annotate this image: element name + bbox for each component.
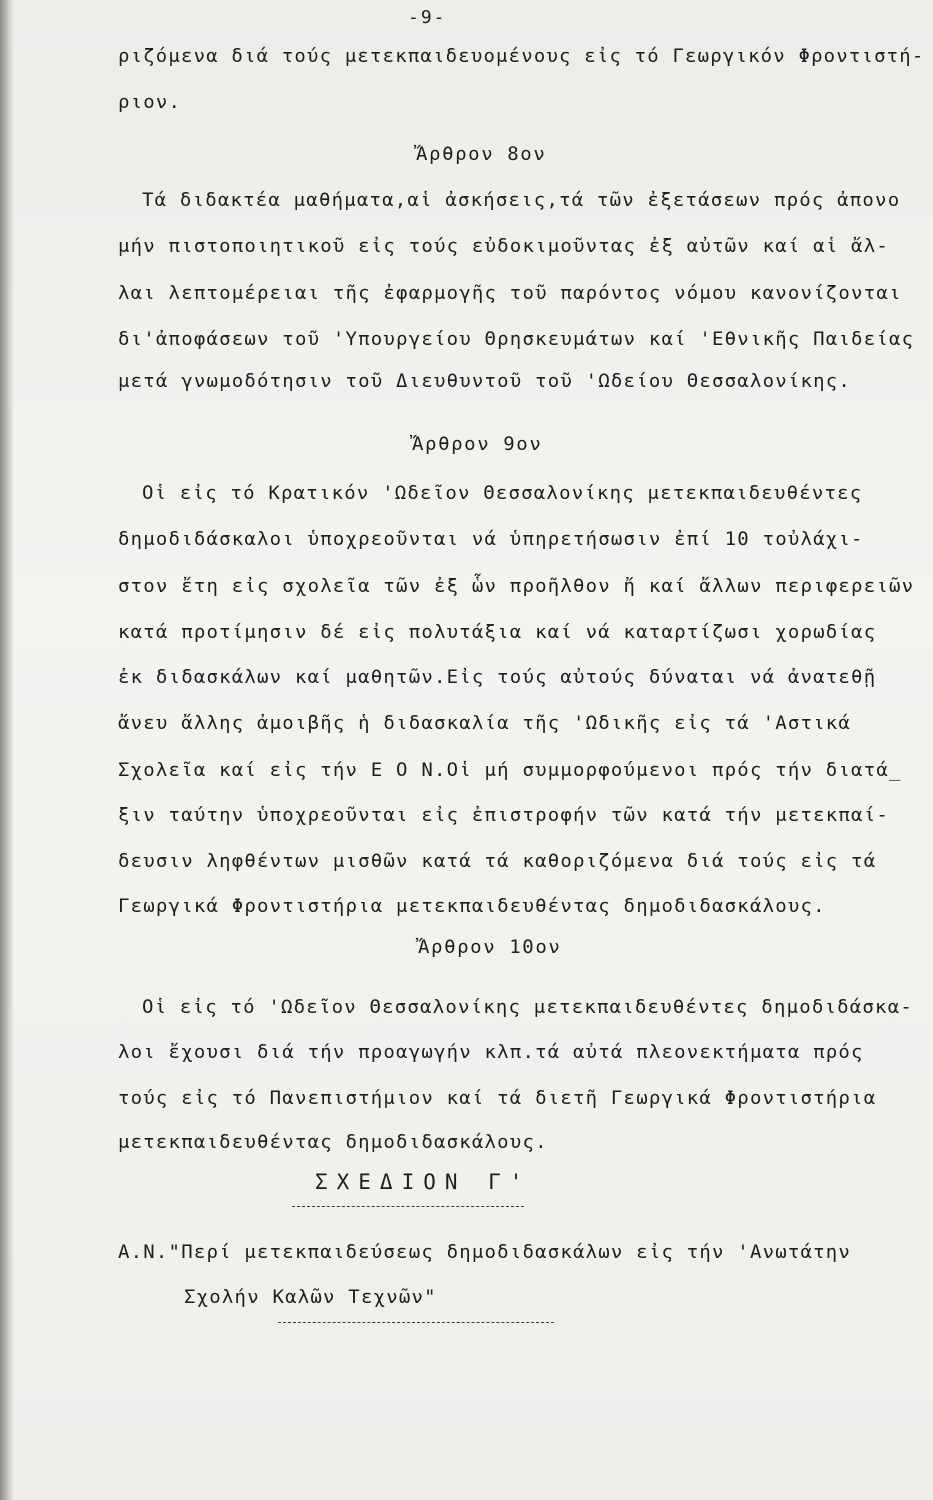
text-line: δευσιν ληφθέντων μισθῶν κατά τά καθοριζόμενα διά τούς εἰς τά: [118, 850, 877, 872]
schedule-title: ΣΧΕΔΙΟΝ Γ': [315, 1170, 532, 1194]
title-underline: [292, 1206, 524, 1207]
text-line: μετεκπαιδευθέντας δημοδιδασκάλους.: [118, 1131, 548, 1153]
text-line: ἄνευ ἄλλης ἀμοιβῆς ἡ διδασκαλία τῆς 'Ωδικῆς εἰς τά 'Αστικά: [118, 712, 852, 734]
text-line: μετά γνωμοδότησιν τοῦ Διευθυντοῦ τοῦ 'Ωδείου Θεσσαλονίκης.: [118, 370, 852, 392]
article-heading: Ἄρθρον 8ον: [416, 143, 547, 165]
text-line: Οἱ εἰς τό 'Ωδεῖον Θεσσαλονίκης μετεκπαιδευθέντες δημοδιδάσκα-: [142, 996, 913, 1018]
text-line: στον ἔτη εἰς σχολεῖα τῶν ἐξ ὧν προῆλθον ἤ καί ἄλλων περιφερειῶν: [118, 575, 915, 597]
text-line: μήν πιστοποιητικοῦ εἰς τούς εὐδοκιμοῦντας ἐξ αὐτῶν καί αἱ ἄλ-: [118, 235, 889, 257]
law-title-line: Σχολήν Καλῶν Τεχνῶν": [184, 1286, 437, 1308]
text-line: λαι λεπτομέρειαι τῆς ἐφαρμογῆς τοῦ παρόντος νόμου κανονίζονται: [118, 282, 902, 304]
article-heading: Ἄρθρον 9ον: [412, 433, 543, 455]
page-number: -9-: [408, 7, 447, 28]
text-line: Οἱ εἰς τό Κρατικόν 'Ωδεῖον Θεσσαλονίκης μετεκπαιδευθέντες: [142, 482, 863, 504]
text-line: λοι ἔχουσι διά τήν προαγωγήν κλπ.τά αὐτά πλεονεκτήματα πρός: [118, 1041, 864, 1063]
text-line: ἐκ διδασκάλων καί μαθητῶν.Εἰς τούς αὐτούς δύναται νά ἀνατεθῇ: [118, 666, 877, 688]
text-line: ξιν ταύτην ὑποχρεοῦνται εἰς ἐπιστροφήν τῶν κατά τήν μετεκπαί-: [118, 804, 889, 826]
text-line: Τά διδακτέα μαθήματα,αἱ ἀσκήσεις,τά τῶν ἐξετάσεων πρός ἀπονο: [142, 189, 901, 211]
text-line: Σχολεῖα καί εἰς τήν Ε Ο Ν.Οἱ μή συμμορφούμενοι πρός τήν διατά_: [118, 759, 902, 781]
text-line: ριον.: [118, 91, 182, 113]
text-line: ριζόμενα διά τούς μετεκπαιδευομένους εἰς τό Γεωργικόν Φροντιστή-: [118, 45, 925, 67]
law-title-line: Α.Ν."Περί μετεκπαιδεύσεως δημοδιδασκάλων εἰς τήν 'Ανωτάτην: [118, 1241, 852, 1263]
article-heading: Ἄρθρον 10ον: [418, 936, 562, 958]
law-title-underline: [278, 1322, 554, 1323]
text-line: Γεωργικά Φροντιστήρια μετεκπαιδευθέντας δημοδιδασκάλους.: [118, 895, 826, 917]
scan-edge-shadow: [0, 0, 14, 1500]
text-line: δημοδιδάσκαλοι ὑποχρεοῦνται νά ὑπηρετήσωσιν ἐπί 10 τοὐλάχι-: [118, 528, 864, 550]
text-line: τούς εἰς τό Πανεπιστήμιον καί τά διετῆ Γεωργικά Φροντιστήρια: [118, 1087, 877, 1109]
text-line: κατά προτίμησιν δέ εἰς πολυτάξια καί νά καταρτίζωσι χορωδίας: [118, 621, 877, 643]
text-line: δι'ἀποφάσεων τοῦ 'Υπουργείου Θρησκευμάτων καί 'Εθνικῆς Παιδείας: [118, 328, 915, 350]
